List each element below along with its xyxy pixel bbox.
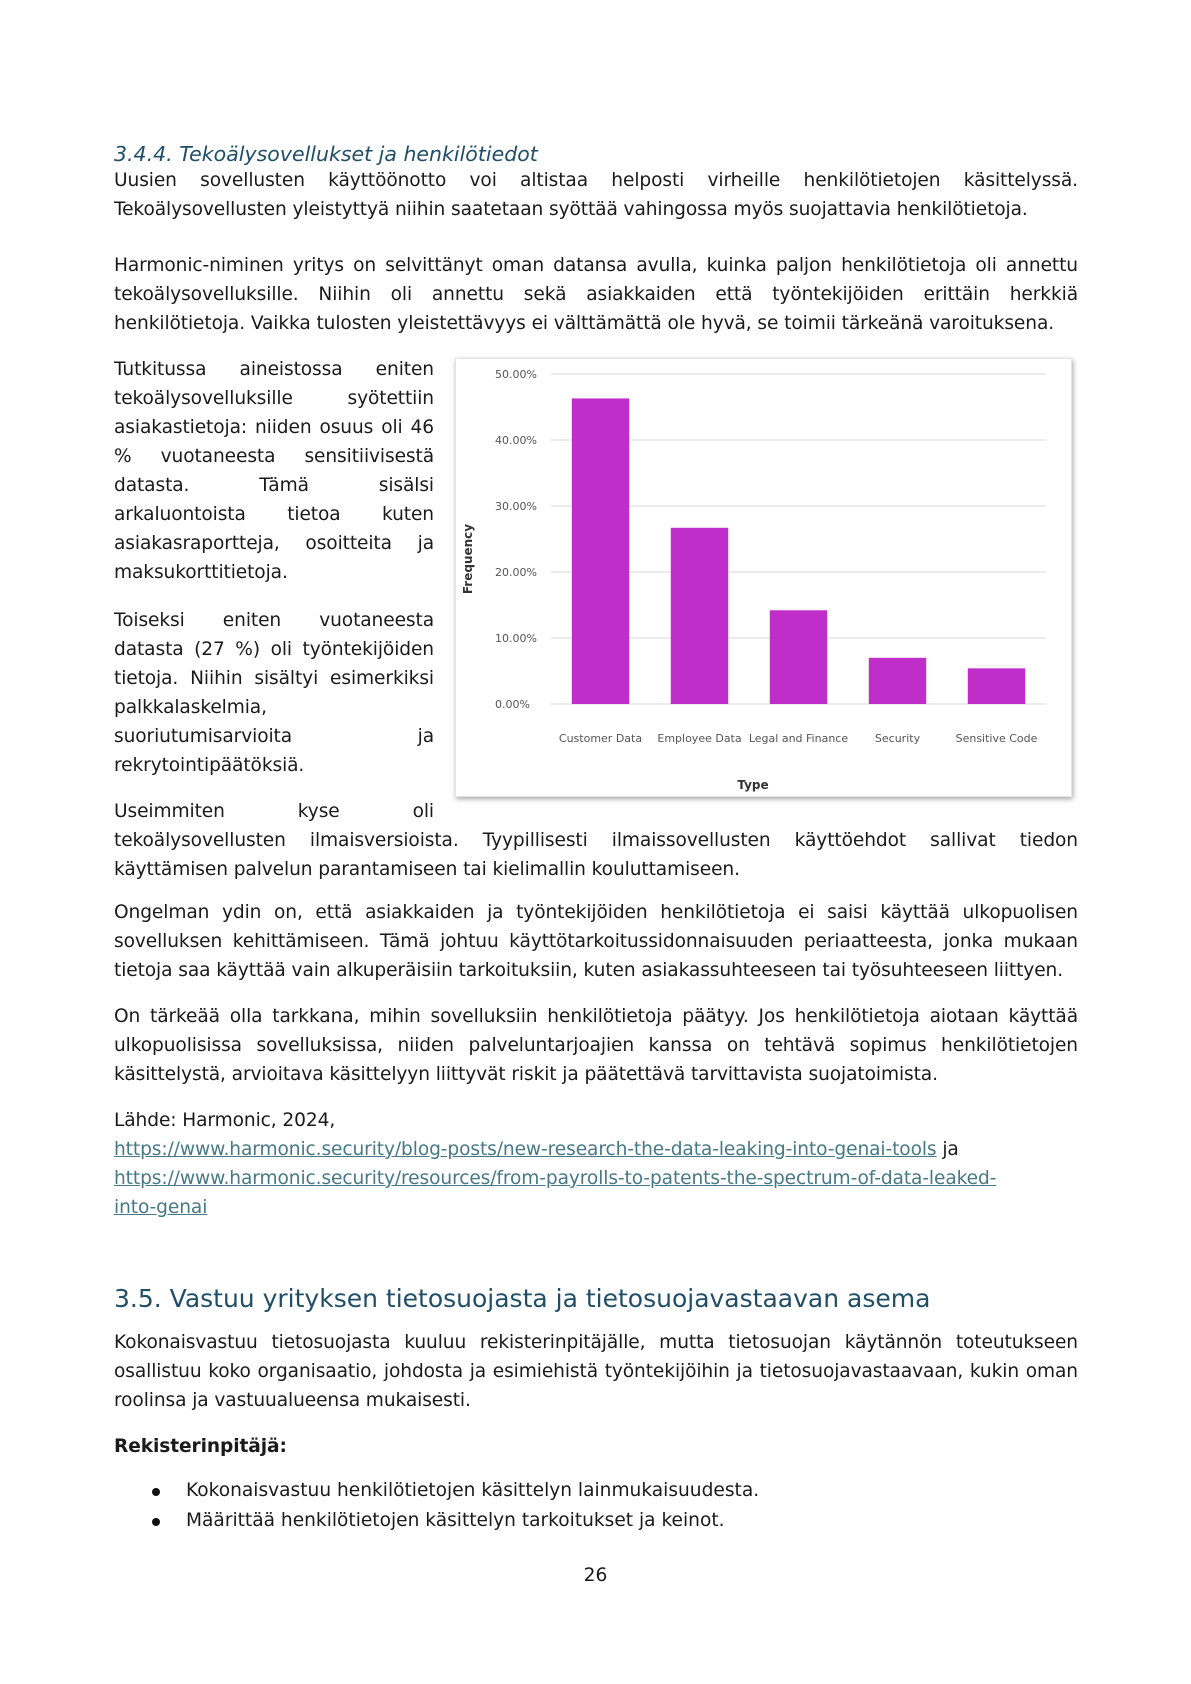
paragraph-responsibility: Kokonaisvastuu tietosuojasta kuuluu rekisterinpitäjälle, mutta tietosuojan käytännön toteutukseen osallistuu koko organisaatio, johdosta ja esimiehistä työntekijöihin ja tietosuojavastaavaan, kukin oman roolinsa ja vastuualueensa mukaisesti. [114,1332,1078,1411]
chart-x-tick-label: Sensitive Code [955,732,1038,745]
chart-x-tick-label: Customer Data [558,732,643,745]
page-number: 26 [583,1565,608,1586]
chart-y-tick-label: 50.00% [495,368,537,381]
chart-x-tick-label: Security [874,732,921,745]
bullet-icon [152,1518,160,1526]
paragraph-customer-data: Tutkitussa aineistossa eniten tekoälysovelluksille syötettiin asiakastietoja: niiden osuus oli 46 % vuotaneesta sensitiivisestä datasta. Tämä sisälsi arkaluontoista tietoa kuten asiakasraportteja, osoitteita ja maksukorttitietoja. [114,359,434,583]
source-block [114,1106,1078,1222]
paragraph-core-problem: Ongelman ydin on, että asiakkaiden ja työntekijöiden henkilötietoja ei saisi käyttää ulkopuolisen sovelluksen kehittämiseen. Tämä johtuu käyttötarkoitussidonnaisuuden periaatteesta, jonka mukaan tietoja saa käyttää vain alkuperäisiin tarkoituksiin, kuten asiakassuhteeseen tai työsuhteeseen liittyen. [114,902,1078,981]
section-heading-3-5: 3.5. Vastuu yrityksen tietosuojasta ja tietosuojavastaavan asema [114,1284,931,1313]
chart-y-tick-label: 20.00% [495,566,537,579]
chart-y-tick-label: 40.00% [495,434,537,447]
chart-bar [770,610,827,704]
paragraph-harmonic: Harmonic-niminen yritys on selvittänyt oman datansa avulla, kuinka paljon henkilötietoja oli annettu tekoälysovelluksille. Niihin oli annettu sekä asiakkaiden että työntekijöiden erittäin herkkiä henkilötietoja. Vaikka tulosten yleistettävyys ei välttämättä ole hyvä, se toimii tärkeänä varoituksena. [114,255,1078,334]
chart-bar [869,658,926,704]
paragraph-intro: Uusien sovellusten käyttöönotto voi altistaa helposti virheille henkilötietojen käsittelyssä. Tekoälysovellusten yleistyttyä niihin saatetaan syöttää vahingossa myös suojattavia henkilötietoja. [114,170,1078,220]
section-heading-3-4-4: 3.4.4. Tekoälysovellukset ja henkilötiedot [114,142,538,166]
source-link-1[interactable]: https://www.harmonic.security/blog-posts/new-research-the-data-leaking-into-genai-tools [114,1139,937,1160]
list-item-text: Kokonaisvastuu henkilötietojen käsittelyn lainmukaisuudesta. [186,1480,760,1501]
chart-bar [968,668,1025,704]
list-item [114,1476,759,1506]
chart-y-tick-label: 30.00% [495,500,537,513]
source-link-2-line-1[interactable]: https://www.harmonic.security/resources/from-payrolls-to-patents-the-spectrum-of-data-leaked- [114,1168,997,1189]
controller-bullet-list [114,1476,759,1536]
subheading-controller: Rekisterinpitäjä: [114,1436,287,1457]
source-label: Lähde: Harmonic, 2024, [114,1110,336,1131]
chart-x-tick-label: Legal and Finance [748,732,849,745]
chart-bar [572,398,629,704]
chart-x-tick-label: Employee Data [657,732,742,745]
chart-y-tick-label: 0.00% [495,698,530,711]
chart-x-axis-label: Type [737,778,769,792]
chart-y-axis-label: Frequency [461,523,475,595]
paragraph-be-careful: On tärkeää olla tarkkana, mihin sovelluksiin henkilötietoja päätyy. Jos henkilötietoja aiotaan käyttää ulkopuolisissa sovelluksissa, niiden palveluntarjoajien kanssa on tehtävä sopimus henkilötietojen käsittelystä, arvioitava käsittelyyn liittyvät riskit ja päätettävä tarvittavista suojatoimista. [114,1006,1078,1085]
list-item-text: Määrittää henkilötietojen käsittelyn tarkoitukset ja keinot. [186,1510,725,1531]
chart-y-tick-label: 10.00% [495,632,537,645]
chart-bar [671,528,728,704]
list-item [114,1506,759,1536]
paragraph-free-versions: tekoälysovellusten ilmaisversioista. Tyypillisesti ilmaissovellusten käyttöehdot sallivat tiedon käyttämisen palvelun parantamiseen tai kielimallin kouluttamiseen. [114,830,1078,880]
paragraph-free-versions-start: Useimmiten kyse oli [114,801,434,822]
source-link-join: ja [942,1139,959,1160]
bullet-icon [152,1488,160,1496]
chart-svg [456,359,1071,796]
source-link-2-line-2[interactable]: into-genai [114,1197,208,1218]
data-leak-bar-chart [455,358,1072,797]
paragraph-employee-data: Toiseksi eniten vuotaneesta datasta (27 %) oli työntekijöiden tietoja. Niihin sisältyi esimerkiksi palkkalaskelmia, suoriutumisarvioita ja rekrytointipäätöksiä. [114,610,434,776]
